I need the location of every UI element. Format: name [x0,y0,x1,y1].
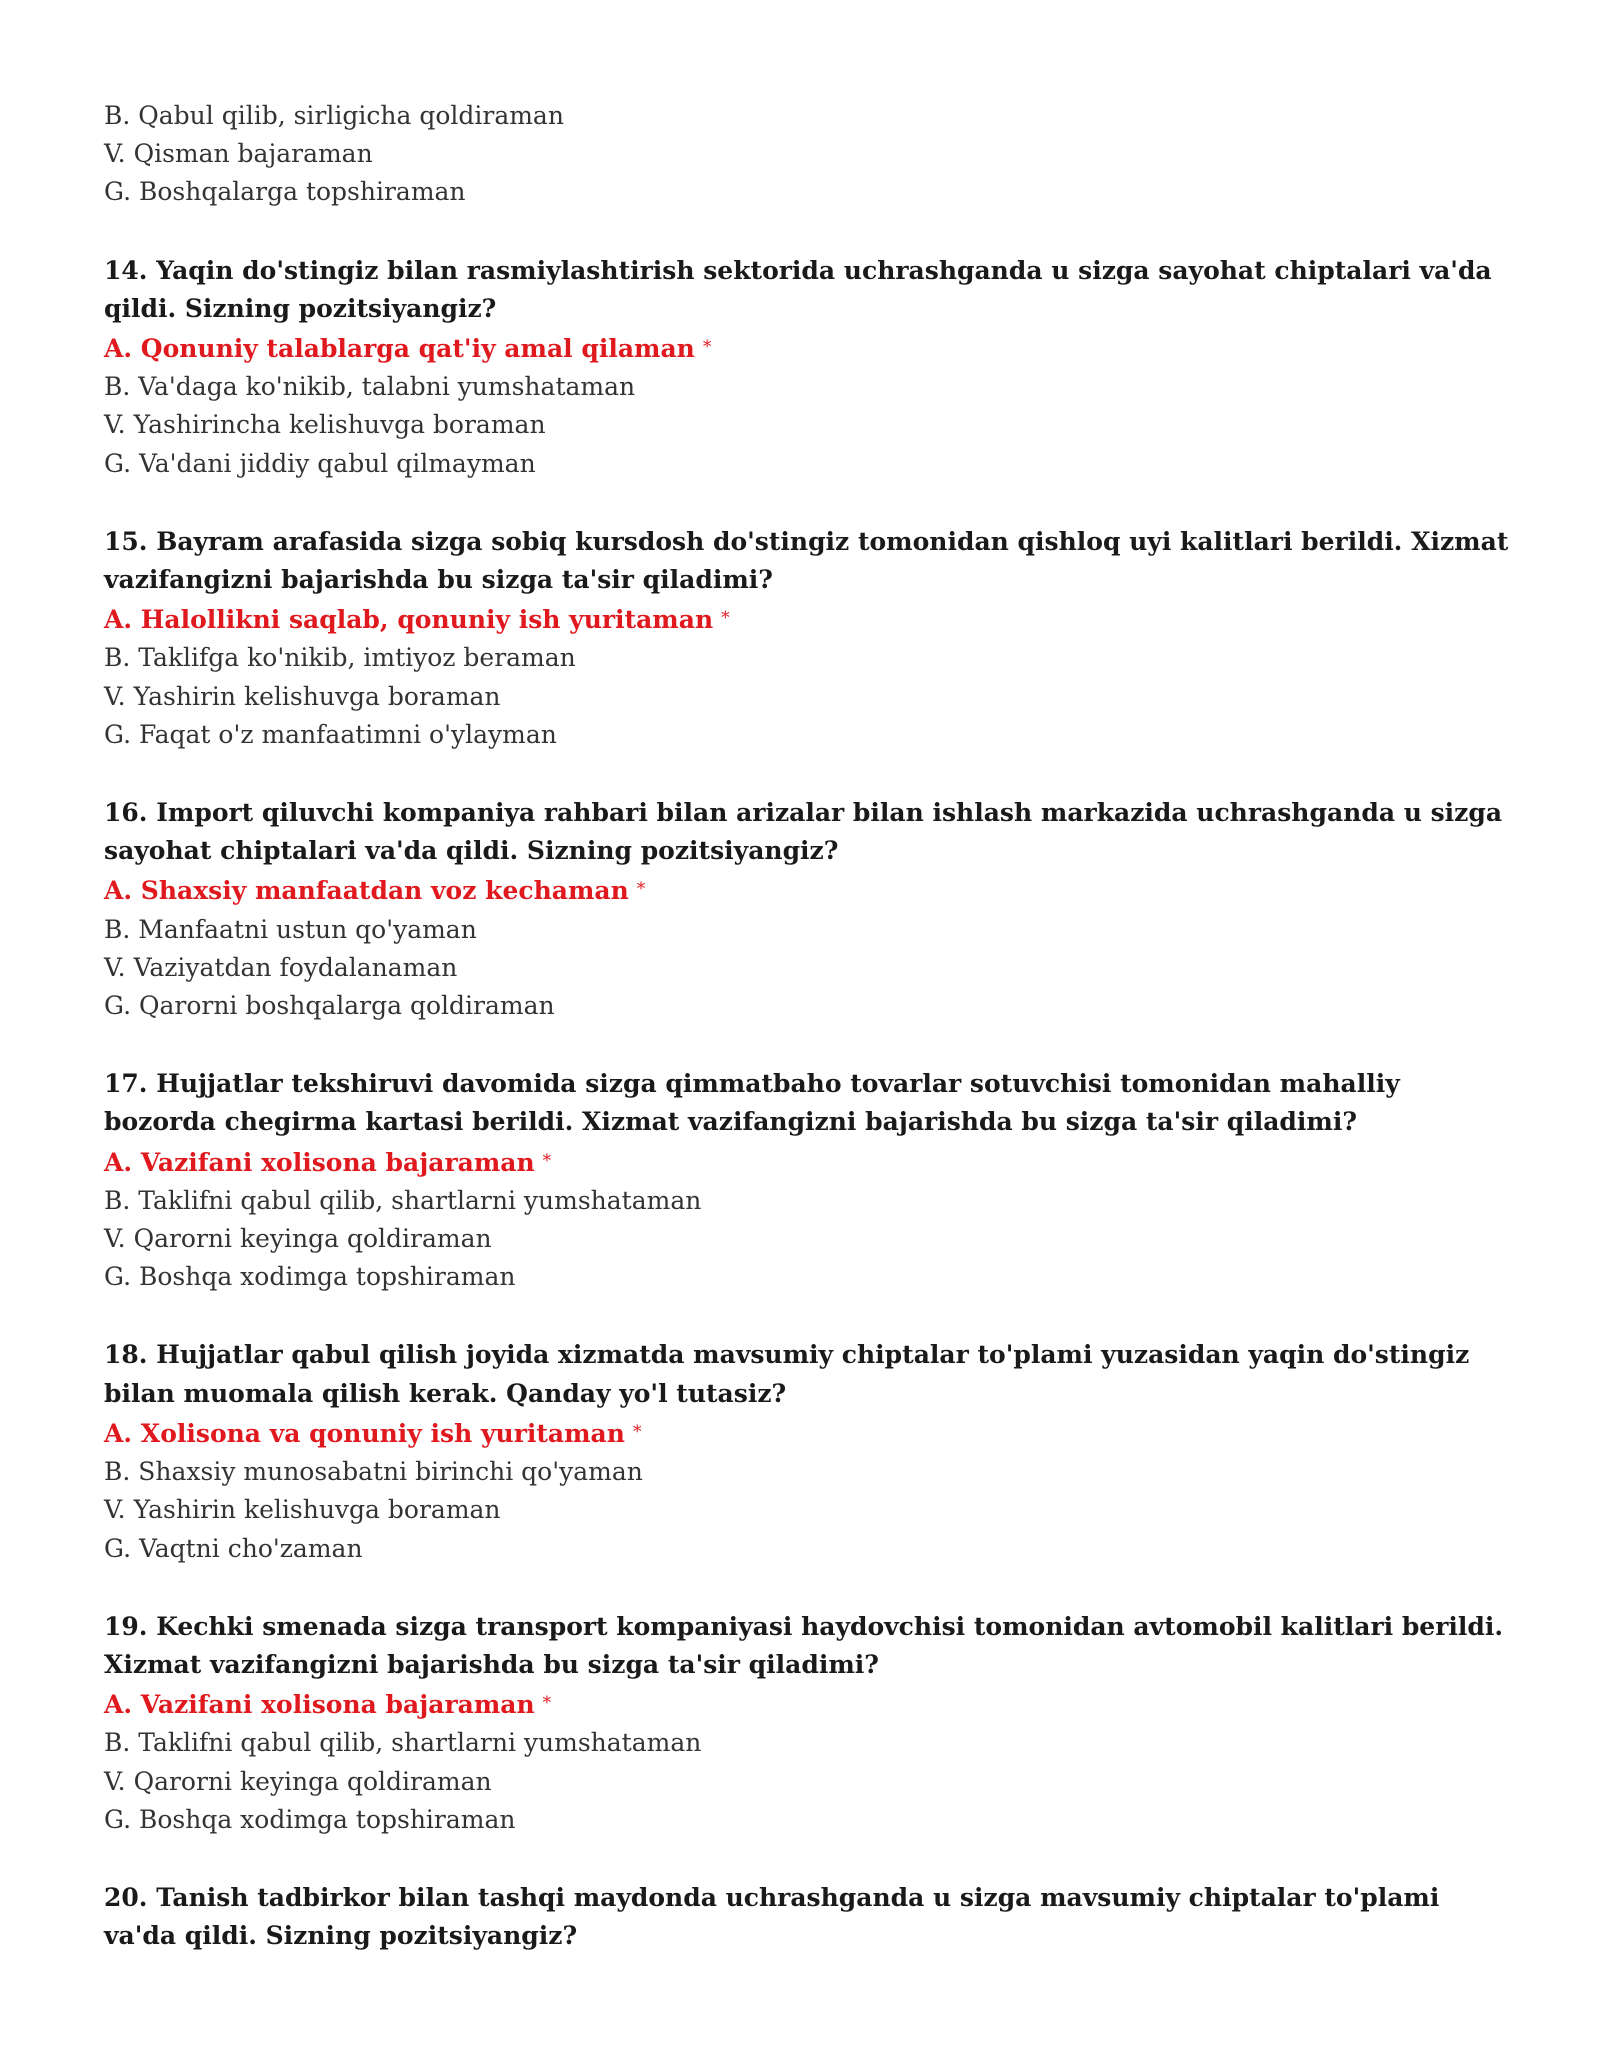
option-b: B. Taklifga ko'nikib, imtiyoz beraman [104,643,576,673]
correct-answer [104,1684,1520,1724]
option-b: B. Taklifni qabul qilib, shartlarni yumshataman [104,1728,702,1758]
option-b: B. Shaxsiy munosabatni birinchi qo'yaman [104,1457,643,1487]
option-g: G. Va'dani jiddiy qabul qilmayman [104,448,536,478]
correct-mark: * [702,337,712,358]
option-g: G. Faqat o'z manfaatimni o'ylayman [104,719,557,749]
option-g: G. Qarorni boshqalarga qoldiraman [104,991,555,1021]
question-13-continued [104,97,1520,212]
question-text: 16. Import qiluvchi kompaniya rahbari bilan arizalar bilan ishlash markazida uchrashganda u sizga sayohat chiptalari va'da qildi. Sizning pozitsiyangiz? [104,798,1503,866]
option-v: V. Yashirincha kelishuvga boraman [104,410,546,440]
correct-answer [104,870,1520,910]
question-18 [104,1336,1520,1567]
question-text: 17. Hujjatlar tekshiruvi davomida sizga qimmatbaho tovarlar sotuvchisi tomonidan mahalliy bozorda chegirma kartasi berildi. Xizmat vazifangizni bajarishda bu sizga ta'sir qiladimi? [104,1069,1400,1137]
option-v: V. Yashirin kelishuvga boraman [104,1495,501,1525]
question-text: 15. Bayram arafasida sizga sobiq kursdosh do'stingiz tomonidan qishloq uyi kalitlari berildi. Xizmat vazifangizni bajarishda bu sizga ta'sir qiladimi? [104,526,1509,595]
option-v: V. Qarorni keyinga qoldiraman [104,1766,492,1796]
correct-answer [104,1413,1520,1453]
question-text: 19. Kechki smenada sizga transport kompaniyasi haydovchisi tomonidan avtomobil kalitlari berildi. Xizmat vazifangizni bajarishda bu sizga ta'sir qiladimi? [104,1611,1504,1679]
correct-mark: * [721,608,730,629]
option-g: G. Vaqtni cho'zaman [104,1533,363,1563]
option-g: G. Boshqalarga topshiraman [104,177,466,207]
question-text: 14. Yaqin do'stingiz bilan rasmiylashtirish sektorida uchrashganda u sizga sayohat chiptalari va'da qildi. Sizning pozitsiyangiz? [104,255,1492,323]
option-v: V. Qarorni keyinga qoldiraman [104,1224,492,1254]
correct-mark: * [542,1150,552,1171]
option-b: B. Taklifni qabul qilib, shartlarni yumshataman [104,1185,702,1215]
question-19 [104,1608,1520,1839]
correct-answer-text: A. Vazifani xolisona bajaraman [104,1147,535,1177]
option-v: V. Yashirin kelishuvga boraman [104,681,501,711]
question-17 [104,1065,1520,1296]
question-text: 18. Hujjatlar qabul qilish joyida xizmatda mavsumiy chiptalar to'plami yuzasidan yaqin do'stingiz bilan muomala qilish kerak. Qanday yo'l tutasiz? [104,1340,1470,1408]
option-g: G. Boshqa xodimga topshiraman [104,1804,516,1834]
option-b: B. Qabul qilib, sirligicha qoldiraman [104,101,564,130]
correct-answer [104,599,1520,639]
correct-mark: * [632,1421,642,1442]
question-16 [104,794,1520,1025]
correct-mark: * [636,879,646,900]
option-b: B. Va'daga ko'nikib, talabni yumshataman [104,372,636,402]
correct-answer-text: A. Xolisona va qonuniy ish yuritaman [104,1418,625,1448]
question-text: 20. Tanish tadbirkor bilan tashqi maydonda uchrashganda u sizga mavsumiy chiptalar to'plami va'da qildi. Sizning pozitsiyangiz? [104,1882,1440,1951]
option-g: G. Boshqa xodimga topshiraman [104,1262,516,1292]
correct-answer-text: A. Vazifani xolisona bajaraman [104,1690,535,1720]
option-v: V. Vaziyatdan foydalanaman [104,952,458,982]
option-v: V. Qisman bajaraman [104,139,373,169]
correct-mark: * [542,1693,552,1714]
question-14 [104,252,1520,483]
option-b: B. Manfaatni ustun qo'yaman [104,914,477,944]
correct-answer-text: A. Halollikni saqlab, qonuniy ish yuritaman [104,605,714,635]
correct-answer-text: A. Qonuniy talablarga qat'iy amal qilaman [104,334,695,364]
correct-answer-text: A. Shaxsiy manfaatdan voz kechaman [104,876,629,906]
question-15 [104,523,1520,754]
correct-answer [104,328,1520,368]
question-20 [104,1879,1520,1955]
correct-answer [104,1142,1520,1182]
